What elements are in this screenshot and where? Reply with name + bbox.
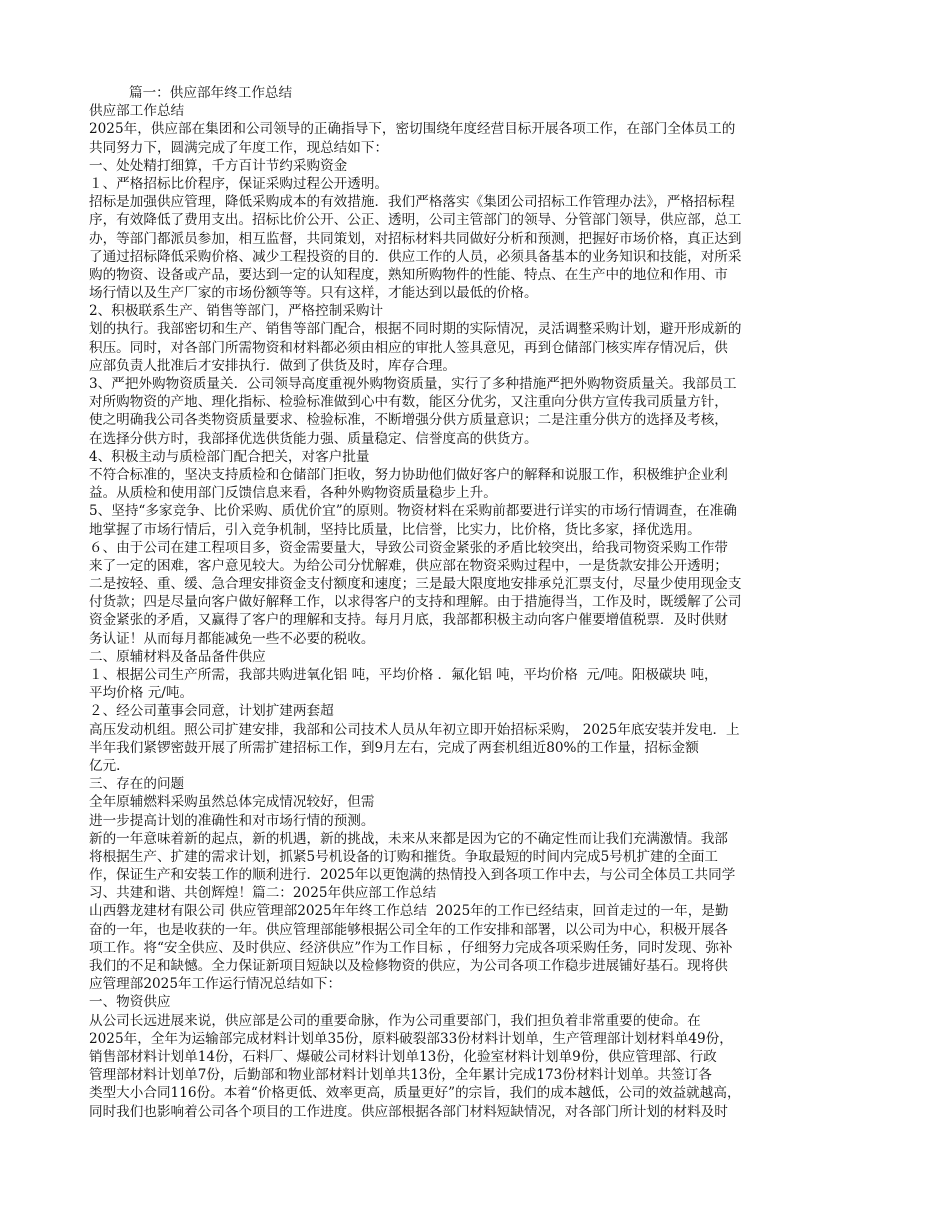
text-line: 类型大小合同116份。本着“价格更低、效率更高，质量更好”的宗旨，我们的成本越低，公司的效益就越高， — [89, 1085, 741, 1102]
text-line: 销售部材料计划单14份，石料厂、爆破公司材料计划单13份，化验室材料计划单9份，供应管理部、行政 — [89, 1048, 717, 1065]
text-line: 应部负责人批准后才安排执行．做到了供货及时，库存合理。 — [89, 357, 457, 374]
text-line: １、严格招标比价程序，保证采购过程公开透明。 — [89, 175, 389, 192]
text-line: 新的一年意味着新的起点，新的机遇，新的挑战，未来从来都是因为它的不确定性而让我们充满激情。我部 — [89, 830, 728, 847]
text-line: 一、处处精打细算，千方百计节约采购资金 — [89, 157, 348, 174]
text-line: 作，保证生产和安装工作的顺利进行．2025年以更饱满的热情投入到各项工作中去，与公司全体员工共同学 — [89, 867, 736, 884]
text-line: 将根据生产、扩建的需求计划，抓紧5号机设备的订购和摧货。争取最短的时间内完成5号机扩建的全面工 — [89, 848, 719, 865]
text-line: 资金紧张的矛盾，又赢得了客户的理解和支持。每月月底，我部都积极主动向客户催要增值税票．及时供财 — [89, 612, 728, 629]
text-line: 平均价格 元/吨。 — [89, 685, 194, 702]
text-line: 二是按轻、重、缓、急合理安排资金支付额度和速度；三是最大限度地安排承兑汇票支付，尽量少使用现金支 — [89, 576, 742, 593]
text-line: 务认证！从而每月都能减免一些不必要的税收。 — [89, 630, 375, 647]
text-line: 全年原辅燃料采购虽然总体完成情况较好，但需 — [89, 794, 375, 811]
text-line: 付货款；四是尽量向客户做好解释工作，以求得客户的支持和理解。由于措施得当，工作及时，既缓解了公司 — [89, 594, 742, 611]
text-line: 2025年，全年为运输部完成材料计划单35份，原料破裂部33份材料计划单，生产管理部计划材料单49份， — [89, 1030, 733, 1047]
text-line: 进一步提高计划的准确性和对市场行情的预测。 — [89, 812, 375, 829]
text-line: 4、积极主动与质检部门配合把关，对客户批量 — [89, 448, 370, 465]
text-line: 使之明确我公司各类物资质量要求、检验标准，不断增强分供方质量意识；二是注重分供方的选择及考核， — [89, 412, 728, 429]
text-line: 项工作。将“安全供应、及时供应、经济供应”作为工作目标 ，仔细努力完成各项采购任务，同时发现、弥补 — [89, 939, 733, 956]
text-line: 供应部工作总结 — [89, 103, 185, 120]
text-line: 管理部材料计划单7份，后勤部和物业部材料计划单共13份，全年累计完成173份材料计划单。共签订各 — [89, 1067, 712, 1084]
text-line: １、根据公司生产所需，我部共购进氧化铝 吨，平均价格 ．氟化铝 吨，平均价格 元/吨。阳极碳块 吨， — [89, 667, 718, 683]
text-line: 山西磐龙建材有限公司 供应管理部2025年年终工作总结 2025年的工作已经结束，回首走过的一年，是勤 — [89, 903, 729, 920]
text-line: 二、原辅材料及备品备件供应 — [89, 648, 266, 665]
text-line: 三、存在的问题 — [89, 776, 185, 793]
text-line: 3、严把外购物资质量关．公司领导高度重视外购物资质量，实行了多种措施严把外购物资质量关。我部员工 — [89, 376, 737, 392]
text-line: 积压。同时，对各部门所需物资和材料都必须由相应的审批人签具意见，再到仓储部门核实库存情况后，供 — [89, 339, 728, 356]
text-line: 应管理部2025年工作运行情况总结如下： — [89, 976, 342, 993]
text-line: 习、共建和谐、共创辉煌！篇二：2025年供应部工作总结 — [89, 885, 437, 902]
text-line: 奋的一年，也是收获的一年。供应管理部能够根据公司全年的工作安排和部署，以公司为中心，积极开展各 — [89, 921, 728, 938]
text-line: 对所购物资的产地、理化指标、检验标准做到心中有数，能区分优劣，又注重向分供方宣传我司质量方针， — [89, 394, 728, 411]
text-line: 序，有效降低了费用支出。招标比价公开、公正、透明，公司主管部门的领导、分管部门领导，供应部，总工 — [89, 212, 742, 229]
text-line: ２、经公司董事会同意，计划扩建两套超 — [89, 703, 334, 720]
text-line: 不符合标准的，坚决支持质检和仓储部门拒收，努力协助他们做好客户的解释和说服工作，积极维护企业利 — [89, 466, 728, 483]
document-heading: 篇一：供应部年终工作总结 — [129, 85, 293, 101]
text-line: 购的物资、设备或产品，要达到一定的认知程度，熟知所购物件的性能、特点、在生产中的地位和作用、市 — [89, 266, 728, 283]
text-line: 划的执行。我部密切和生产、销售等部门配合，根据不同时期的实际情况，灵活调整采购计划，避开形成新的 — [89, 321, 742, 338]
text-line: 共同努力下，圆满完成了年度工作，现总结如下： — [89, 139, 389, 156]
text-line: 我们的不足和缺憾。全力保证新项目短缺以及检修物资的供应，为公司各项工作稳步进展铺好基石。现将供 — [89, 958, 728, 974]
text-line: 了通过招标降低采购价格、减少工程投资的目的．供应工作的人员，必须具备基本的业务知识和技能，对所采 — [89, 248, 742, 265]
text-line: 2025年，供应部在集团和公司领导的正确指导下，密切围绕年度经营目标开展各项工作，在部门全体员工的 — [89, 121, 736, 138]
text-line: 同时我们也影响着公司各个项目的工作进度。供应部根据各部门材料短缺情况，对各部门所计划的材料及时 — [89, 1103, 728, 1120]
text-line: 办，等部门都派员参加，相互监督，共同策划，对招标材料共同做好分析和预测，把握好市场价格，真正达到 — [89, 230, 742, 247]
text-line: 益。从质检和使用部门反馈信息来看，各种外购物资质量稳步上升。 — [89, 485, 497, 502]
text-line: 一、物资供应 — [89, 994, 171, 1011]
text-line: 半年我们紧锣密鼓开展了所需扩建招标工作，到9月左右，完成了两套机组近80%的工作量，招标金额 — [89, 739, 699, 756]
text-line: 5、坚持“多家竞争、比价采购、质优价宜”的原则。物资材料在采购前都要进行详实的市场行情调查，在准确 — [89, 503, 737, 520]
document-body — [89, 84, 869, 1121]
text-line: 地掌握了市场行情后，引入竞争机制，坚持比质量，比信誉，比实力，比价格，货比多家，择优选用。 — [89, 521, 701, 538]
text-line: 来了一定的困难，客户意见较大。为给公司分忧解难，供应部在物资采购过程中，一是货款安排公开透明； — [89, 557, 728, 574]
text-line: 亿元． — [89, 757, 130, 774]
text-line: 高压发动机组。照公司扩建安排，我部和公司技术人员从年初立即开始招标采购， 2025年底安装并发电．上 — [89, 721, 740, 738]
text-line: 在选择分供方时，我部择优选供货能力强、质量稳定、信誉度高的供货方。 — [89, 430, 538, 447]
text-line: ６、由于公司在建工程项目多，资金需要量大，导致公司资金紧张的矛盾比较突出，给我司物资采购工作带 — [89, 539, 728, 556]
text-line: 2、积极联系生产、销售等部门，严格控制采购计 — [89, 303, 384, 320]
text-line: 场行情以及生产厂家的市场份额等等。只有这样，才能达到以最低的价格。 — [89, 285, 538, 302]
text-line: 招标是加强供应管理，降低采购成本的有效措施．我们严格落实《集团公司招标工作管理办法》，严格招标程 — [89, 194, 735, 211]
text-line: 从公司长远进展来说，供应部是公司的重要命脉，作为公司重要部门，我们担负着非常重要的使命。在 — [89, 1012, 701, 1029]
